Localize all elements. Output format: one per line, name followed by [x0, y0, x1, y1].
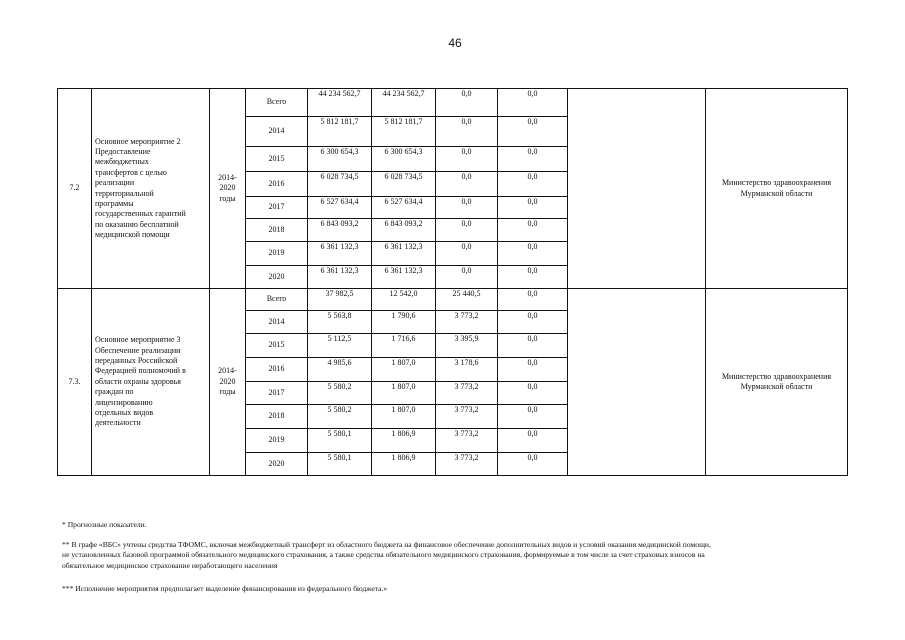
vbs-cell: 25 440,5: [436, 289, 498, 311]
item-name-line: граждан по: [95, 387, 134, 397]
item-period: [210, 289, 246, 476]
total-cell: 6 028 734,5: [308, 172, 372, 197]
vbs-cell: 3 395,9: [436, 334, 498, 358]
item-name-line: Предоставление: [95, 146, 151, 156]
federal-cell: 0,0: [498, 172, 568, 197]
item-number: 7.2: [58, 89, 92, 289]
vbs-cell: 3 178,6: [436, 358, 498, 382]
vbs-cell: 0,0: [436, 242, 498, 266]
year-cell: 2017: [246, 197, 308, 219]
year-cell: 2018: [246, 405, 308, 429]
item-name-line: деятельности: [95, 418, 141, 428]
vbs-cell: 0,0: [436, 117, 498, 147]
budget-cell: 1 807,0: [372, 382, 436, 405]
item-period-line: 2014-: [218, 366, 237, 376]
total-cell: 5 812 181,7: [308, 117, 372, 147]
item-name-line: медицинской помощи: [95, 230, 170, 240]
year-cell: 2016: [246, 172, 308, 197]
budget-cell: 1 806,9: [372, 429, 436, 453]
item-period-line: годы: [219, 193, 236, 203]
federal-cell: 0,0: [498, 147, 568, 172]
vbs-cell: 3 773,2: [436, 405, 498, 429]
federal-cell: 0,0: [498, 219, 568, 242]
total-cell: 6 300 654,3: [308, 147, 372, 172]
federal-cell: 0,0: [498, 429, 568, 453]
item-name-line: отдельных видов: [95, 407, 154, 417]
item-name-line: области охраны здоровья: [95, 376, 181, 386]
vbs-cell: 0,0: [436, 266, 498, 289]
vbs-cell: 0,0: [436, 147, 498, 172]
federal-cell: 0,0: [498, 117, 568, 147]
total-cell: 5 580,1: [308, 429, 372, 453]
year-cell: 2020: [246, 453, 308, 476]
budget-cell: 6 843 093,2: [372, 219, 436, 242]
executor-line: Министерство здравоохранения: [721, 178, 832, 188]
federal-cell: 0,0: [498, 266, 568, 289]
budget-cell: 1 790,6: [372, 311, 436, 334]
total-cell: 6 361 132,3: [308, 266, 372, 289]
item-name-line: программы: [95, 198, 134, 208]
year-cell: 2014: [246, 311, 308, 334]
year-cell: 2017: [246, 382, 308, 405]
item-name-line: переданных Российской: [95, 356, 178, 366]
item-name-line: реализации: [95, 178, 135, 188]
year-cell: 2016: [246, 358, 308, 382]
item-name-line: Основное мероприятие 2: [95, 136, 181, 146]
note-forecast: * Прогнозные показатели.: [62, 520, 147, 529]
budget-cell: 6 361 132,3: [372, 242, 436, 266]
item-name-line: межбюджетных: [95, 157, 149, 167]
federal-cell: 0,0: [498, 358, 568, 382]
note-vbs-line: ** В графе «ВБС» учтены средства ТФОМС, включая межбюджетный трансферт из областного бюджета на финансовое обеспечение дополнительных видов и условий оказания медицинской помощи,: [62, 540, 711, 549]
federal-cell: 0,0: [498, 453, 568, 476]
year-cell: 2020: [246, 266, 308, 289]
total-cell: 5 580,1: [308, 453, 372, 476]
note-vbs-line: обязательное медицинское страхование неработающего населения: [62, 560, 278, 570]
total-cell: 5 563,8: [308, 311, 372, 334]
page-number: 46: [448, 36, 462, 50]
item-period-line: 2014-: [218, 172, 237, 182]
year-cell: Всего: [246, 289, 308, 311]
total-cell: 44 234 562,7: [308, 89, 372, 117]
budget-cell: 1 807,0: [372, 405, 436, 429]
budget-cell: 6 300 654,3: [372, 147, 436, 172]
executor-line: Мурманской области: [740, 382, 813, 391]
budget-cell: 6 527 634,4: [372, 197, 436, 219]
item-period-line: 2020: [219, 183, 236, 193]
total-cell: 5 580,2: [308, 382, 372, 405]
federal-cell: 0,0: [498, 311, 568, 334]
vbs-cell: 3 773,2: [436, 311, 498, 334]
federal-cell: 0,0: [498, 89, 568, 117]
total-cell: 6 361 132,3: [308, 242, 372, 266]
total-cell: 4 985,6: [308, 358, 372, 382]
year-cell: 2018: [246, 219, 308, 242]
note-vbs-line: не установленных базовой программой обязательного медицинского страхования, а также средства обязательного медицинского страхования, формируемые в том числе за счет страховых взносов на: [62, 550, 705, 560]
item-name-line: государственных гарантий: [95, 209, 186, 219]
budget-cell: 5 812 181,7: [372, 117, 436, 147]
executor-cell: [706, 89, 848, 289]
budget-cell: 12 542,0: [372, 289, 436, 311]
indicator-cell: [568, 89, 706, 289]
item-period-line: 2020: [219, 376, 236, 386]
indicator-cell: [568, 289, 706, 476]
year-cell: 2015: [246, 334, 308, 358]
vbs-cell: 3 773,2: [436, 453, 498, 476]
total-cell: 5 112,5: [308, 334, 372, 358]
executor-cell: [706, 289, 848, 476]
budget-cell: 1 716,6: [372, 334, 436, 358]
vbs-cell: 0,0: [436, 89, 498, 117]
vbs-cell: 0,0: [436, 219, 498, 242]
vbs-cell: 0,0: [436, 172, 498, 197]
year-cell: 2019: [246, 429, 308, 453]
table-row: [58, 89, 848, 117]
budget-cell: 6 028 734,5: [372, 172, 436, 197]
year-cell: 2015: [246, 147, 308, 172]
item-name-line: Обеспечение реализации: [95, 345, 181, 355]
item-name-line: лицензированию: [95, 397, 153, 407]
federal-cell: 0,0: [498, 382, 568, 405]
item-name: [92, 89, 210, 289]
note-federal: *** Исполнение мероприятия предполагает выделение финансирования из федерального бюджета.»: [62, 584, 388, 593]
item-name-line: Федерацией полномочий в: [95, 366, 186, 376]
total-cell: 5 580,2: [308, 405, 372, 429]
item-period: [210, 89, 246, 289]
federal-cell: 0,0: [498, 334, 568, 358]
federal-cell: 0,0: [498, 405, 568, 429]
budget-cell: 6 361 132,3: [372, 266, 436, 289]
item-name-line: Основное мероприятие 3: [95, 335, 181, 345]
federal-cell: 0,0: [498, 242, 568, 266]
item-name: [92, 289, 210, 476]
budget-cell: 1 806,9: [372, 453, 436, 476]
total-cell: 37 982,5: [308, 289, 372, 311]
vbs-cell: 3 773,2: [436, 382, 498, 405]
funding-table-body: [58, 89, 848, 476]
year-cell: 2019: [246, 242, 308, 266]
year-cell: 2014: [246, 117, 308, 147]
vbs-cell: 0,0: [436, 197, 498, 219]
item-name-line: территориальной: [95, 188, 154, 198]
note-vbs: [62, 540, 822, 571]
item-number: 7.3.: [58, 289, 92, 476]
budget-cell: 44 234 562,7: [372, 89, 436, 117]
federal-cell: 0,0: [498, 197, 568, 219]
table-row: [58, 289, 848, 311]
total-cell: 6 843 093,2: [308, 219, 372, 242]
item-name-line: трансфертов с целью: [95, 167, 167, 177]
item-name-line: по оказанию бесплатной: [95, 219, 179, 229]
total-cell: 6 527 634,4: [308, 197, 372, 219]
budget-cell: 1 807,0: [372, 358, 436, 382]
executor-line: Мурманской области: [740, 188, 813, 198]
federal-cell: 0,0: [498, 289, 568, 311]
executor-line: Министерство здравоохранения: [721, 371, 832, 381]
funding-table: [57, 88, 848, 476]
year-cell: Всего: [246, 89, 308, 117]
vbs-cell: 3 773,2: [436, 429, 498, 453]
item-period-line: годы: [219, 387, 236, 397]
